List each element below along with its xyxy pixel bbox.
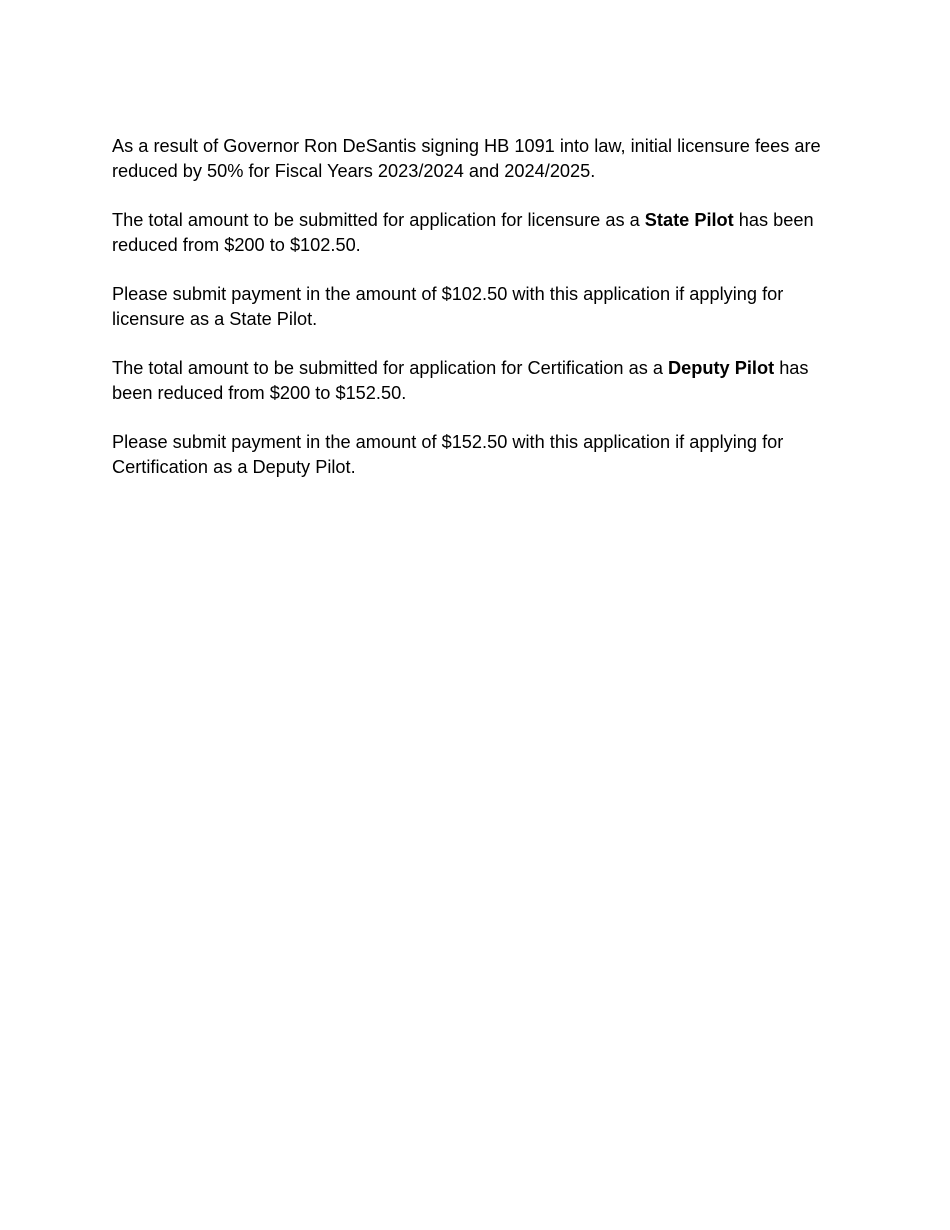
state-pilot-label: State Pilot xyxy=(644,210,734,230)
paragraph-deputy-pilot-payment: Please submit payment in the amount of $152.50 with this application if applying for Certification as a Deputy Pilot. xyxy=(112,432,784,477)
deputy-pilot-label: Deputy Pilot xyxy=(668,358,775,378)
paragraph-state-pilot-fee xyxy=(112,208,842,258)
state-pilot-fee-text-after: has been reduced from $200 to $102.50. xyxy=(112,210,814,255)
deputy-pilot-fee-text-after: has been reduced from $200 to $152.50. xyxy=(112,358,809,403)
paragraph-deputy-pilot-fee xyxy=(112,356,842,406)
deputy-pilot-fee-text-before: The total amount to be submitted for application for Certification as a xyxy=(112,358,669,378)
document-body xyxy=(112,134,842,504)
paragraph-state-pilot-payment: Please submit payment in the amount of $102.50 with this application if applying for licensure as a State Pilot. xyxy=(112,284,784,329)
state-pilot-fee-text-before: The total amount to be submitted for application for licensure as a xyxy=(112,210,645,230)
paragraph-fee-reduction-intro: As a result of Governor Ron DeSantis signing HB 1091 into law, initial licensure fees are reduced by 50% for Fiscal Years 2023/2024 and 2024/2025. xyxy=(112,136,821,181)
